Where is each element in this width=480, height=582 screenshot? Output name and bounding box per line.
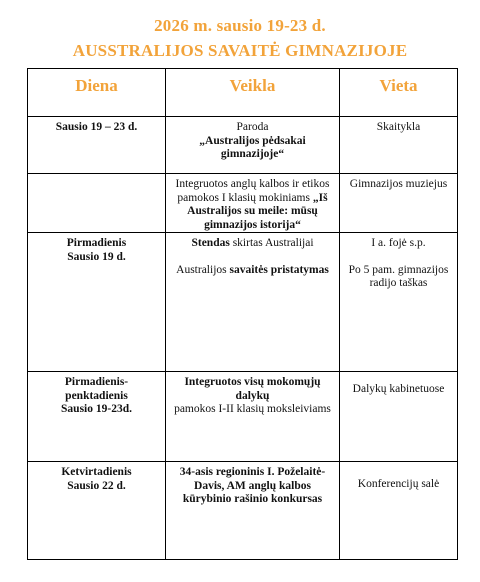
- place-cell: [340, 462, 458, 560]
- activity-cell: [166, 233, 340, 372]
- place-cell: [340, 372, 458, 462]
- table-row: [28, 117, 458, 174]
- activity-title: „Australijos pėdsakai gimnazijoje“: [199, 134, 306, 160]
- day-cell-empty: [28, 174, 166, 233]
- day-cell: [28, 462, 166, 560]
- day-name: Pirmadienis-: [64, 376, 129, 388]
- place-cell: [340, 233, 458, 372]
- activity-cell: [166, 462, 340, 560]
- place-text: Gimnazijos muziejus: [349, 178, 448, 190]
- activity-audience: pamokos I-II klasių moksleiviams: [174, 403, 331, 415]
- place-lobby: I a. fojė s.p.: [371, 237, 426, 249]
- activity-contest: 34-asis regioninis I. Poželaitė-Davis, AM anglų kalbos kūrybinio rašinio konkursas: [179, 466, 326, 505]
- activity-cell: [166, 174, 340, 233]
- day-date: Sausio 19 d.: [67, 250, 126, 263]
- place-text: Konferencijų salė: [357, 478, 440, 490]
- activity-presentation: [170, 264, 335, 278]
- day-name-cont: penktadienis: [65, 389, 128, 402]
- activity-type: Paroda: [236, 121, 269, 133]
- day-text: Sausio 19 – 23 d.: [55, 121, 138, 133]
- activity-stand-rest: skirtas Australijai: [229, 237, 314, 249]
- day-name: Pirmadienis: [66, 237, 127, 249]
- day-cell: [28, 372, 166, 462]
- activity-presentation-bold: savaitės pristatymas: [229, 263, 329, 276]
- day-date: Sausio 22 d.: [67, 479, 126, 492]
- place-text: Dalykų kabinetuose: [352, 383, 445, 395]
- activity-cell: [166, 372, 340, 462]
- table-row: [28, 372, 458, 462]
- header-day: Diena: [28, 69, 166, 117]
- table-row: [28, 174, 458, 233]
- activity-stand: [170, 237, 335, 251]
- day-cell: [28, 233, 166, 372]
- document-title-date: 2026 m. sausio 19-23 d.: [154, 16, 326, 35]
- day-date: Sausio 19-23d.: [61, 403, 132, 415]
- activity-cell: [166, 117, 340, 174]
- activity-presentation-plain: Australijos: [176, 263, 230, 276]
- place-radio: Po 5 pam. gimnazijos radijo taškas: [348, 263, 449, 289]
- table-row: [28, 233, 458, 372]
- header-place: Vieta: [340, 69, 458, 117]
- activity-integrated: Integruotos visų mokomųjų dalykų: [184, 376, 321, 402]
- table-row: [28, 462, 458, 560]
- activity-description: Integruotos anglų kalbos ir etikos pamokos I klasių mokiniams: [175, 178, 330, 204]
- schedule-table: [27, 68, 458, 560]
- header-activity: Veikla: [166, 69, 340, 117]
- place-cell: [340, 117, 458, 174]
- activity-title: „Iš Australijos su meile: mūsų gimnazijos istorija“: [187, 191, 328, 231]
- place-text: Skaitykla: [376, 121, 421, 133]
- day-name: Ketvirtadienis: [61, 466, 132, 478]
- day-cell: [28, 117, 166, 174]
- document-title-event: AUSSTRALIJOS SAVAITĖ GIMNAZIJOJE: [72, 41, 408, 60]
- table-header-row: [28, 69, 458, 117]
- place-cell: [340, 174, 458, 233]
- activity-stand-bold: Stendas: [191, 237, 230, 249]
